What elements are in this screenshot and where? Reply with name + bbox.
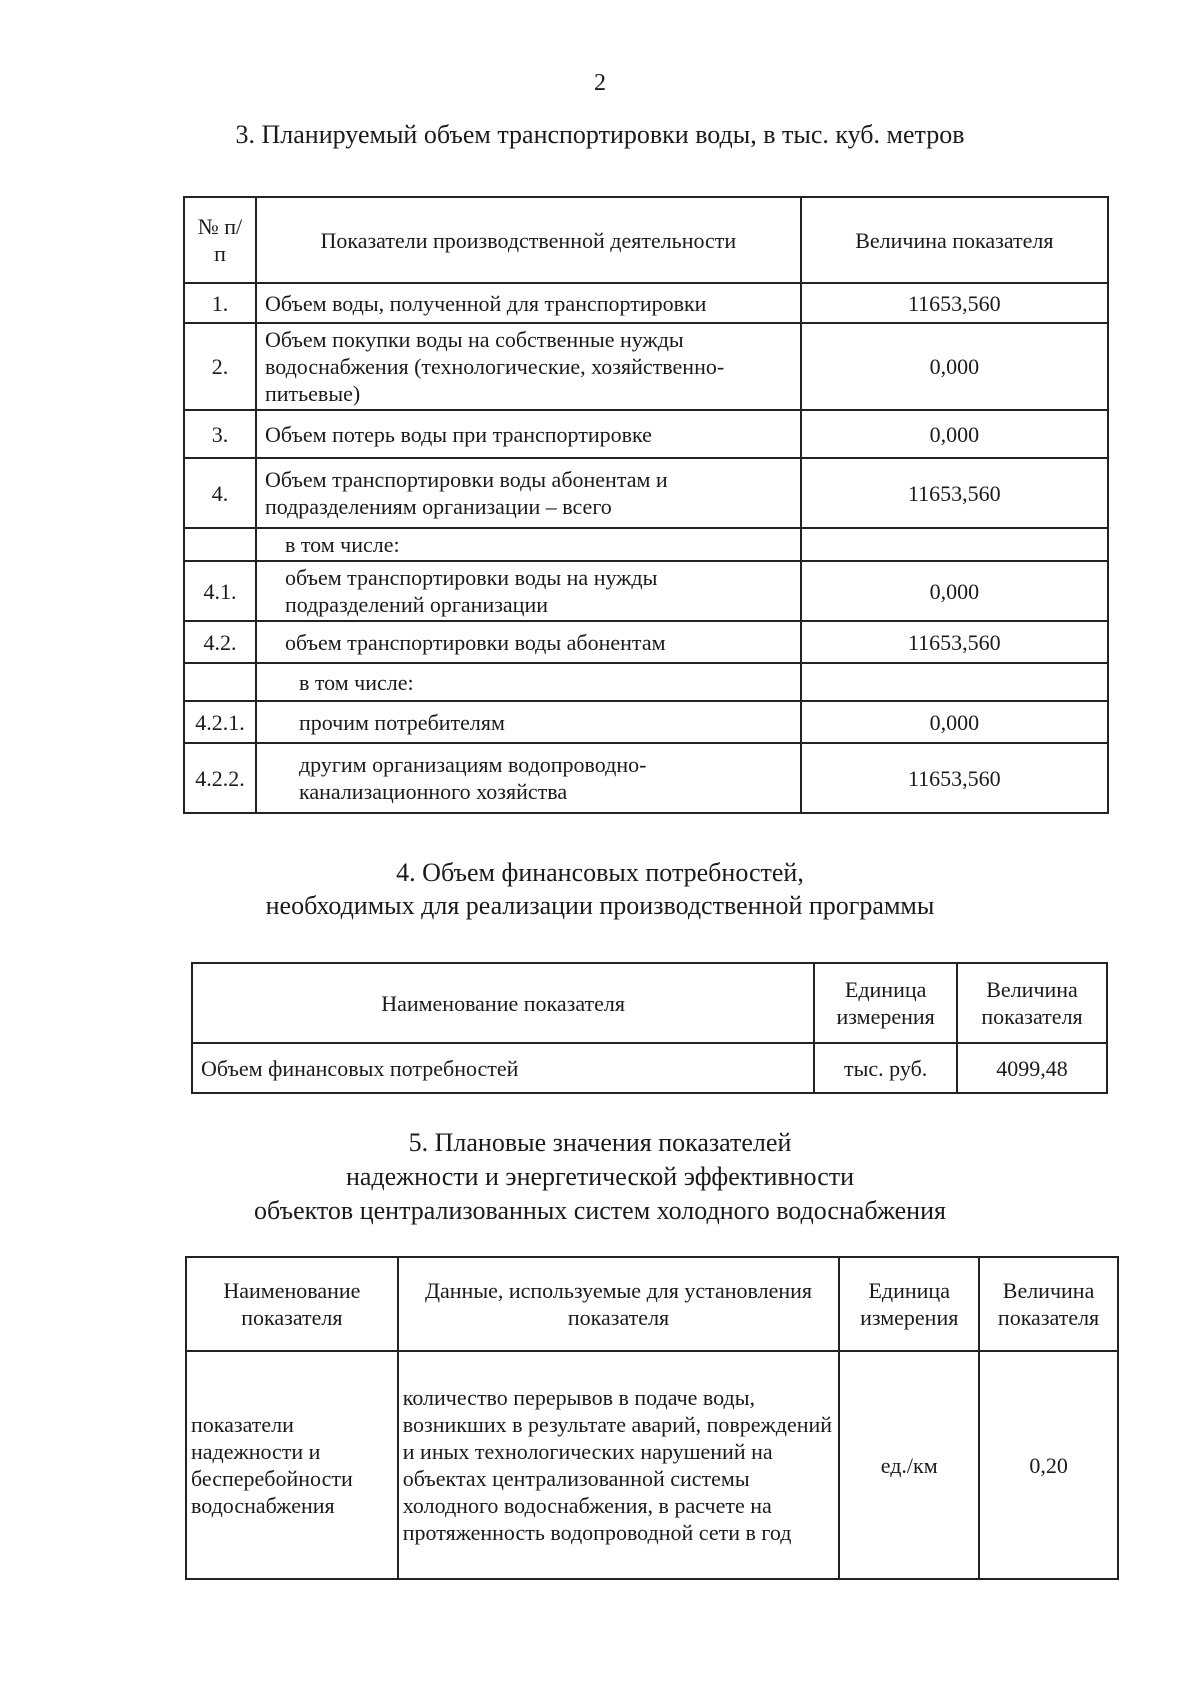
row-label: прочим потребителям <box>256 701 801 743</box>
table-row <box>184 663 1108 701</box>
row-label: в том числе: <box>256 528 801 561</box>
row-num: 4.1. <box>184 561 256 621</box>
table-header-row <box>184 197 1108 283</box>
table-row <box>184 410 1108 458</box>
header-data: Данные, используемые для установления показателя <box>398 1257 840 1351</box>
row-label: Объем покупки воды на собственные нужды водоснабжения (технологические, хозяйственно-питьевые) <box>256 323 801 410</box>
header-unit: Единица измерения <box>839 1257 979 1351</box>
table-row <box>184 561 1108 621</box>
row-name: Объем финансовых потребностей <box>192 1043 814 1093</box>
row-num: 3. <box>184 410 256 458</box>
table-row <box>184 743 1108 813</box>
row-value: 0,000 <box>801 323 1108 410</box>
section5-title-line1: 5. Плановые значения показателей <box>408 1128 792 1157</box>
table-header-row <box>186 1257 1118 1351</box>
row-value: 4099,48 <box>957 1043 1107 1093</box>
table-header-row <box>192 963 1107 1043</box>
table-row <box>184 621 1108 663</box>
table-row <box>184 323 1108 410</box>
page-number: 2 <box>594 70 606 96</box>
row-value: 11653,560 <box>801 458 1108 528</box>
row-data: количество перерывов в подаче воды, возникших в результате аварий, повреждений и иных технологических нарушений на объектах централизованной системы холодного водоснабжения, в расчете на протяженность водопроводной сети в год <box>398 1351 840 1579</box>
row-value: 11653,560 <box>801 621 1108 663</box>
row-label: объем транспортировки воды абонентам <box>256 621 801 663</box>
header-value: Величина показателя <box>979 1257 1118 1351</box>
row-name: показатели надежности и бесперебойности водоснабжения <box>186 1351 398 1579</box>
section5-title-line2: надежности и энергетической эффективности <box>345 1162 855 1191</box>
row-num: 1. <box>184 283 256 323</box>
row-value: 11653,560 <box>801 283 1108 323</box>
row-value: 0,000 <box>801 701 1108 743</box>
reliability-table <box>185 1256 1119 1580</box>
row-value: 11653,560 <box>801 743 1108 813</box>
row-num <box>184 528 256 561</box>
table-row <box>184 458 1108 528</box>
section4-title-line2: необходимых для реализации производственной программы <box>265 891 935 920</box>
header-value: Величина показателя <box>957 963 1107 1043</box>
table-row <box>184 283 1108 323</box>
row-value <box>801 663 1108 701</box>
row-num: 4.2.2. <box>184 743 256 813</box>
water-transport-table <box>183 196 1109 814</box>
row-label: Объем воды, полученной для транспортировки <box>256 283 801 323</box>
header-unit: Единица измерения <box>814 963 957 1043</box>
table-row <box>184 701 1108 743</box>
header-indicator: Показатели производственной деятельности <box>256 197 801 283</box>
section3-title: 3. Планируемый объем транспортировки воды, в тыс. куб. метров <box>235 120 965 149</box>
row-num: 4.2.1. <box>184 701 256 743</box>
section4-title-line1: 4. Объем финансовых потребностей, <box>396 858 804 887</box>
row-value <box>801 528 1108 561</box>
table-row <box>186 1351 1118 1579</box>
section5-title-line3: объектов централизованных систем холодного водоснабжения <box>254 1196 946 1225</box>
table-row <box>184 528 1108 561</box>
row-label: объем транспортировки воды на нужды подразделений организации <box>256 561 801 621</box>
financial-needs-table <box>191 962 1108 1094</box>
header-name: Наименование показателя <box>186 1257 398 1351</box>
row-label: в том числе: <box>256 663 801 701</box>
row-value: 0,20 <box>979 1351 1118 1579</box>
row-value: 0,000 <box>801 561 1108 621</box>
header-num: № п/п <box>184 197 256 283</box>
header-value: Величина показателя <box>801 197 1108 283</box>
row-label: другим организациям водопроводно-канализационного хозяйства <box>256 743 801 813</box>
row-num: 4.2. <box>184 621 256 663</box>
row-unit: ед./км <box>839 1351 979 1579</box>
row-unit: тыс. руб. <box>814 1043 957 1093</box>
row-num: 4. <box>184 458 256 528</box>
header-name: Наименование показателя <box>192 963 814 1043</box>
table-row <box>192 1043 1107 1093</box>
row-label: Объем транспортировки воды абонентам и подразделениям организации – всего <box>256 458 801 528</box>
row-num <box>184 663 256 701</box>
row-label: Объем потерь воды при транспортировке <box>256 410 801 458</box>
row-value: 0,000 <box>801 410 1108 458</box>
row-num: 2. <box>184 323 256 410</box>
